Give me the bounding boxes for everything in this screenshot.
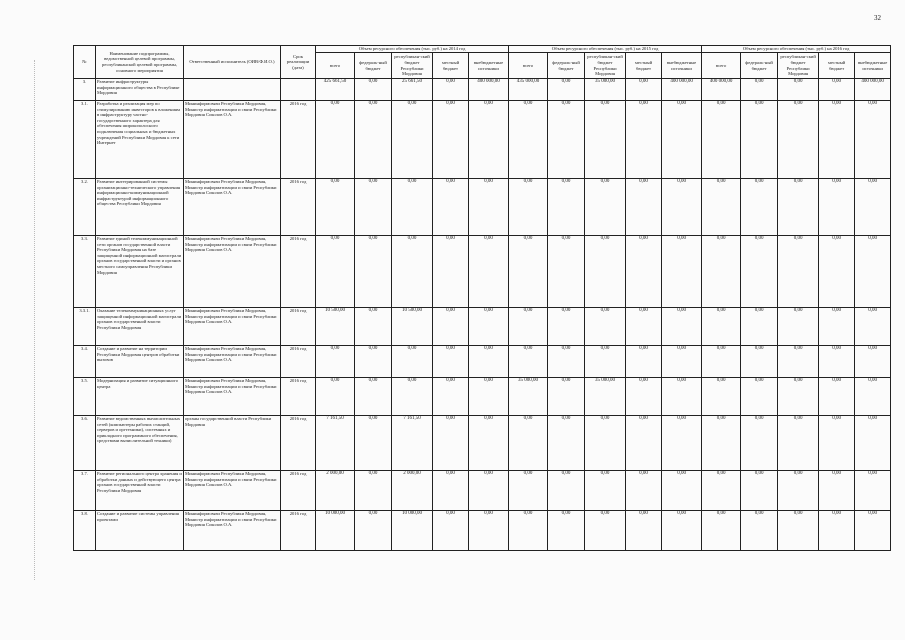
amount-cell: 0,00 [469,511,509,551]
amount-cell: 7 161,50 [392,416,433,471]
amount-cell: 0,00 [585,471,626,511]
amount-cell: 0,00 [662,101,702,179]
amount-cell: 0,00 [778,79,819,101]
amount-cell: 0,00 [548,378,585,416]
amount-cell: 0,00 [585,416,626,471]
amount-cell: 0,00 [433,471,469,511]
amount-cell: 0,00 [702,416,741,471]
term: 2016 год [281,511,316,551]
amount-cell: 0,00 [469,416,509,471]
amount-cell: 0,00 [469,378,509,416]
row-number: 3.1. [74,101,96,179]
amount-cell: 0,00 [585,511,626,551]
amount-cell: 400 000,00 [662,79,702,101]
amount-cell: 0,00 [626,378,662,416]
amount-cell: 0,00 [433,378,469,416]
amount-cell: 0,00 [626,346,662,378]
amount-cell: 0,00 [702,308,741,346]
amount-cell: 0,00 [778,346,819,378]
executor [184,79,281,101]
amount-cell: 0,00 [509,471,548,511]
term: 2016 год [281,471,316,511]
header-name: Наименование подпрограммы, ведомственной целевой программы, республиканской целевой программы, основного мероприятия [96,46,184,79]
amount-cell: 0,00 [626,79,662,101]
amount-cell: 0,00 [741,346,778,378]
amount-cell: 0,00 [662,179,702,236]
amount-cell: 2 000,00 [392,471,433,511]
amount-cell: 0,00 [585,179,626,236]
amount-cell: 0,00 [855,179,891,236]
amount-cell: 0,00 [819,308,855,346]
term [281,79,316,101]
subheader-cell: внебюджетные источники [855,53,891,79]
amount-cell: 10 000,00 [392,511,433,551]
event-name: Развитие регионального центра хранения и обработки данных и действующего центра органов государственной власти Республики Мордовия [96,471,184,511]
subheader-cell: местный бюджет [626,53,662,79]
amount-cell: 0,00 [662,471,702,511]
term: 2016 год [281,346,316,378]
amount-cell: 0,00 [469,471,509,511]
amount-cell: 0,00 [819,378,855,416]
amount-cell: 0,00 [585,308,626,346]
amount-cell: 0,00 [702,236,741,308]
amount-cell: 0,00 [548,511,585,551]
event-name: Создание и развитие системы управления проектами [96,511,184,551]
amount-cell: 0,00 [855,378,891,416]
amount-cell: 0,00 [433,346,469,378]
event-name: Развитие ведомственных вычислительных сетей (компьютеры рабочих станций, серверов и оргтехники), системных и прикладного программного обеспечения, средствами вычислительной техники) [96,416,184,471]
amount-cell: 0,00 [819,236,855,308]
event-name: Разработка и реализация мер по стимулированию инвесторов к вложениям в инфраструктуру частно-государственного характера для обеспечения широкополосного подключения социальных и бюджетных учреждений Республики Мордовия к сети Интернет [96,101,184,179]
amount-cell: 425 661,50 [316,79,355,101]
event-name: Развитие инфраструктуры информационного общества в Республике Мордовия [96,79,184,101]
amount-cell: 0,00 [626,308,662,346]
amount-cell: 0,00 [662,378,702,416]
subheader-cell: внебюджетные источники [662,53,702,79]
header-2014: Объем ресурсного обеспечения (тыс. руб.) на 2014 год [316,46,509,53]
amount-cell: 0,00 [469,236,509,308]
amount-cell: 0,00 [548,471,585,511]
amount-cell: 0,00 [626,236,662,308]
amount-cell: 0,00 [548,308,585,346]
resource-table [73,45,891,551]
amount-cell: 0,00 [819,101,855,179]
subheader-cell: федераль-ный бюджет [548,53,585,79]
amount-cell: 0,00 [819,79,855,101]
amount-cell: 0,00 [702,179,741,236]
event-name: Создание и развитие на территории Республики Мордовия центров обработки вызовов [96,346,184,378]
page-number: 32 [874,14,881,22]
row-number: 3.5. [74,378,96,416]
event-name: Модернизация и развитие ситуационного центра [96,378,184,416]
amount-cell: 0,00 [316,236,355,308]
row-number: 3. [74,79,96,101]
subheader-cell: республикан-ский бюджет Республики Мордовия [392,53,433,79]
amount-cell: 25 661,50 [392,79,433,101]
amount-cell: 0,00 [355,346,392,378]
amount-cell: 0,00 [433,236,469,308]
amount-cell: 0,00 [548,179,585,236]
table-row [74,179,891,236]
amount-cell: 400 000,00 [702,79,741,101]
amount-cell: 0,00 [469,346,509,378]
table-row [74,79,891,101]
amount-cell: 400 000,00 [855,79,891,101]
term: 2016 год [281,101,316,179]
amount-cell: 0,00 [741,236,778,308]
table-row [74,101,891,179]
amount-cell: 0,00 [855,416,891,471]
table-row [74,346,891,378]
term: 2016 год [281,179,316,236]
amount-cell: 0,00 [355,471,392,511]
amount-cell: 0,00 [548,79,585,101]
amount-cell: 0,00 [626,471,662,511]
subheader-cell: всего [316,53,355,79]
table-row [74,471,891,511]
term: 2016 год [281,236,316,308]
amount-cell: 0,00 [355,308,392,346]
table-row [74,308,891,346]
amount-cell: 0,00 [855,308,891,346]
subheader-cell: внебюджетные источники [469,53,509,79]
subheader-cell: местный бюджет [819,53,855,79]
amount-cell: 0,00 [392,179,433,236]
amount-cell: 0,00 [316,179,355,236]
amount-cell: 0,00 [316,378,355,416]
table-row [74,416,891,471]
amount-cell: 0,00 [855,236,891,308]
amount-cell: 0,00 [469,179,509,236]
subheader-cell: местный бюджет [433,53,469,79]
row-number: 3.7. [74,471,96,511]
amount-cell: 0,00 [741,471,778,511]
amount-cell: 0,00 [469,101,509,179]
amount-cell: 7 161,50 [316,416,355,471]
row-number: 3.8. [74,511,96,551]
amount-cell: 0,00 [702,346,741,378]
amount-cell: 0,00 [819,416,855,471]
subheader-cell: федераль-ный бюджет [355,53,392,79]
amount-cell: 0,00 [585,346,626,378]
subheader-cell: всего [702,53,741,79]
amount-cell: 0,00 [855,346,891,378]
amount-cell: 0,00 [741,378,778,416]
executor: Мининформсвязи Республики Мордовия, Министр информатизации и связи Республики Мордовия Соколов О.А. [184,511,281,551]
amount-cell: 10 500,00 [392,308,433,346]
row-number: 3.4. [74,346,96,378]
amount-cell: 0,00 [778,179,819,236]
amount-cell: 0,00 [433,416,469,471]
table-row [74,236,891,308]
executor: Мининформсвязи Республики Мордовия, Министр информатизации и связи Республики Мордовия Соколов О.А. [184,471,281,511]
header-term: Срок реализации (дата) [281,46,316,79]
amount-cell: 0,00 [433,308,469,346]
amount-cell: 0,00 [355,101,392,179]
amount-cell: 0,00 [585,101,626,179]
term: 2016 год [281,308,316,346]
amount-cell: 0,00 [662,308,702,346]
amount-cell: 10 500,00 [316,308,355,346]
amount-cell: 0,00 [626,416,662,471]
event-name: Развитие единой телекоммуникационной сети органов государственной власти Республики Мордовия на базе защищенной информационной магистрали органов государственной власти и органов местного самоуправления Республики Мордовия [96,236,184,308]
row-number: 3.6. [74,416,96,471]
amount-cell: 0,00 [702,471,741,511]
amount-cell: 0,00 [778,378,819,416]
amount-cell: 0,00 [585,236,626,308]
amount-cell: 0,00 [741,179,778,236]
amount-cell: 0,00 [509,179,548,236]
amount-cell: 0,00 [433,79,469,101]
amount-cell: 0,00 [355,179,392,236]
amount-cell: 0,00 [702,101,741,179]
event-name: Оказание телекоммуникационных услуг защищенной информационной магистрали органов государственной власти Республики Мордовия [96,308,184,346]
amount-cell: 0,00 [819,179,855,236]
amount-cell: 0,00 [855,511,891,551]
amount-cell: 0,00 [741,308,778,346]
amount-cell: 0,00 [741,511,778,551]
executor: органы государственной власти Республики Мордовия [184,416,281,471]
subheader-cell: всего [509,53,548,79]
amount-cell: 0,00 [509,416,548,471]
amount-cell: 0,00 [778,308,819,346]
table-row [74,378,891,416]
amount-cell: 0,00 [355,511,392,551]
amount-cell: 0,00 [626,179,662,236]
amount-cell: 0,00 [548,236,585,308]
amount-cell: 0,00 [819,511,855,551]
amount-cell: 0,00 [433,101,469,179]
amount-cell: 0,00 [392,101,433,179]
row-number: 3.2. [74,179,96,236]
amount-cell: 0,00 [741,79,778,101]
amount-cell: 0,00 [392,346,433,378]
amount-cell: 0,00 [548,101,585,179]
amount-cell: 0,00 [392,378,433,416]
amount-cell: 0,00 [355,378,392,416]
term: 2016 год [281,416,316,471]
amount-cell: 0,00 [702,378,741,416]
amount-cell: 0,00 [778,511,819,551]
binding-margin-line [34,60,36,580]
amount-cell: 35 000,00 [585,378,626,416]
amount-cell: 0,00 [392,236,433,308]
subheader-cell: республикан-ский бюджет Республики Мордовия [585,53,626,79]
amount-cell: 35 000,00 [585,79,626,101]
amount-cell: 0,00 [819,346,855,378]
amount-cell: 0,00 [316,101,355,179]
amount-cell: 0,00 [702,511,741,551]
amount-cell: 2 000,00 [316,471,355,511]
amount-cell: 35 000,00 [509,378,548,416]
amount-cell: 0,00 [819,471,855,511]
amount-cell: 0,00 [662,236,702,308]
event-name: Развитие интегрированной системы организационно-технического управления информационно-коммуникационной инфраструктурой информационного общества Республики Мордовия [96,179,184,236]
header-2015: Объем ресурсного обеспечения (тыс. руб.) на 2015 год [509,46,702,53]
amount-cell: 0,00 [855,471,891,511]
amount-cell: 0,00 [509,511,548,551]
amount-cell: 0,00 [662,346,702,378]
amount-cell: 0,00 [778,236,819,308]
amount-cell: 0,00 [626,511,662,551]
amount-cell: 0,00 [433,179,469,236]
header-num: № [74,46,96,79]
term: 2016 год [281,378,316,416]
amount-cell: 0,00 [548,416,585,471]
row-number: 3.3. [74,236,96,308]
amount-cell: 0,00 [548,346,585,378]
amount-cell: 0,00 [626,101,662,179]
table-row [74,511,891,551]
amount-cell: 0,00 [355,236,392,308]
executor: Мининформсвязи Республики Мордовия, Министр информатизации и связи Республики Мордовия Соколов О.А. [184,308,281,346]
amount-cell: 0,00 [433,511,469,551]
amount-cell: 0,00 [662,416,702,471]
amount-cell: 0,00 [662,511,702,551]
executor: Мининформсвязи Республики Мордовия, Министр информатизации и связи Республики Мордовия Соколов О.А. [184,378,281,416]
amount-cell: 10 000,00 [316,511,355,551]
executor: Мининформсвязи Республики Мордовия, Министр информатизации и связи Республики Мордовия Соколов О.А. [184,236,281,308]
amount-cell: 0,00 [741,101,778,179]
amount-cell: 0,00 [741,416,778,471]
amount-cell: 0,00 [778,101,819,179]
subheader-cell: республикан-ский бюджет Республики Мордовия [778,53,819,79]
header-2016: Объем ресурсного обеспечения (тыс. руб.) на 2016 год [702,46,891,53]
amount-cell: 0,00 [509,346,548,378]
amount-cell: 0,00 [509,236,548,308]
executor: Мининформсвязи Республики Мордовия, Министр информатизации и связи Республики Мордовия Соколов О.А. [184,179,281,236]
amount-cell: 400 000,00 [469,79,509,101]
executor: Мининформсвязи Республики Мордовия, Министр информатизации и связи Республики Мордовия Соколов О.А. [184,101,281,179]
amount-cell: 0,00 [355,416,392,471]
amount-cell: 0,00 [469,308,509,346]
amount-cell: 0,00 [778,471,819,511]
header-executor: Ответственный исполнитель (ОИВ/Ф.И.О.) [184,46,281,79]
executor: Мининформсвязи Республики Мордовия, Министр информатизации и связи Республики Мордовия Соколов О.А. [184,346,281,378]
subheader-cell: федераль-ный бюджет [741,53,778,79]
amount-cell: 0,00 [355,79,392,101]
amount-cell: 0,00 [855,101,891,179]
row-number: 3.3.1. [74,308,96,346]
amount-cell: 435 000,00 [509,79,548,101]
amount-cell: 0,00 [509,101,548,179]
amount-cell: 0,00 [316,346,355,378]
amount-cell: 0,00 [778,416,819,471]
amount-cell: 0,00 [509,308,548,346]
